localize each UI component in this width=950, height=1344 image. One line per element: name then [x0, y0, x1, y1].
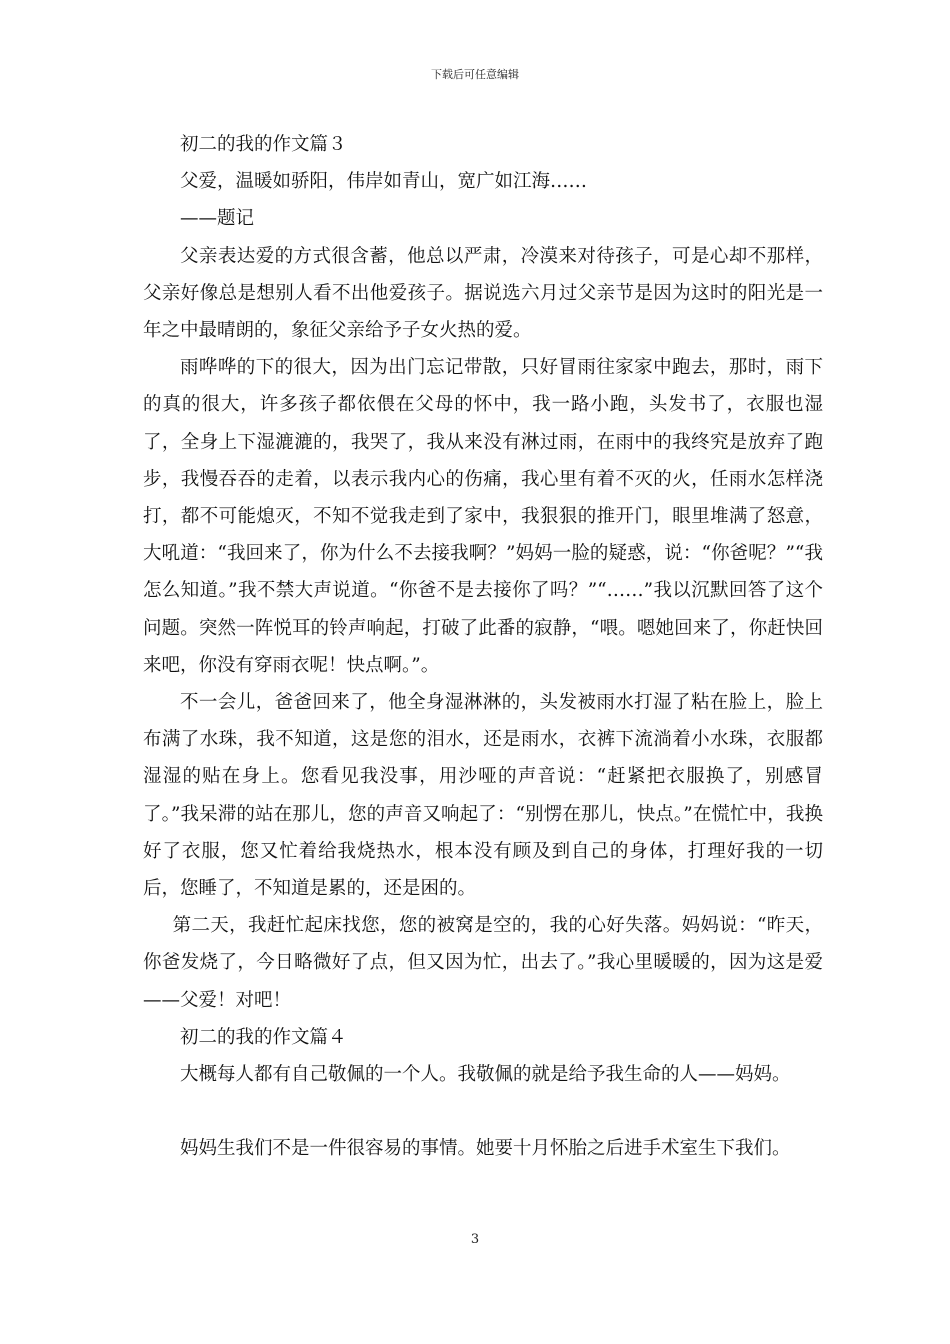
- page-header: 下载后可任意编辑: [431, 68, 519, 81]
- epigraph: 父爱，温暖如骄阳，伟岸如青山，宽广如江海……: [180, 171, 588, 193]
- essay-title-4: 初二的我的作文篇４: [180, 1026, 347, 1048]
- epigraph-attribution: ——题记: [180, 208, 255, 230]
- paragraph-mother: 妈妈生我们不是一件很容易的事情。她要十月怀胎之后进手术室生下我们。: [180, 1138, 791, 1160]
- paragraph-father-love: 父亲表达爱的方式很含蓄，他总以严肃，冷漠来对待孩子，可是心却不那样，父亲好像总是想别人看不出他爱孩子。据说选六月过父亲节是因为这时的阳光是一年之中最晴朗的，象征父亲给予子女火热的爱。: [143, 245, 823, 342]
- paragraph-father-returns: 不一会儿，爸爸回来了，他全身湿淋淋的，头发被雨水打湿了粘在脸上，脸上布满了水珠，我不知道，这是您的泪水，还是雨水，衣裤下流淌着小水珠，衣服都湿湿的贴在身上。您看见我没事，用沙哑的声音说：“赶紧把衣服换了，别感冒了。”我呆滞的站在那儿，您的声音又响起了：“别愣在那儿，快点。”在慌忙中，我换好了衣服，您又忙着给我烧热水，根本没有顾及到自己的身体，打理好我的一切后，您睡了，不知道是累的，还是困的。: [143, 692, 823, 900]
- essay-title-3: 初二的我的作文篇３: [180, 134, 347, 155]
- paragraph-admire: 大概每人都有自己敬佩的一个人。我敬佩的就是给予我生命的人——妈妈。: [180, 1064, 791, 1086]
- paragraph-rain: 雨哗哗的下的很大，因为出门忘记带散，只好冒雨往家家中跑去，那时，雨下的真的很大，许多孩子都依偎在父母的怀中，我一路小跑，头发书了，衣服也湿了，全身上下湿漉漉的，我哭了，我从来没有淋过雨，在雨中的我终究是放弃了跑步，我慢吞吞的走着，以表示我内心的伤痛，我心里有着不灭的火，任雨水怎样浇打，都不可能熄灭，不知不觉我走到了家中，我狠狠的推开门，眼里堆满了怒意，大吼道：“我回来了，你为什么不去接我啊？”妈妈一脸的疑惑，说：“你爸呢？”“我怎么知道。”我不禁大声说道。“你爸不是去接你了吗？”“……”我以沉默回答了这个问题。突然一阵悦耳的铃声响起，打破了此番的寂静，“喂。嗯她回来了，你赶快回来吧，你没有穿雨衣呢！快点啊。”。: [143, 357, 823, 676]
- page-number: 3: [470, 1232, 480, 1247]
- document-body: [143, 126, 823, 1168]
- paragraph-next-day: 第二天，我赶忙起床找您，您的被窝是空的，我的心好失落。妈妈说：“昨天，你爸发烧了，今日略微好了点，但又因为忙，出去了。”我心里暖暖的，因为这是爱——父爱！对吧！: [143, 915, 823, 1011]
- blank-line: [143, 1093, 823, 1130]
